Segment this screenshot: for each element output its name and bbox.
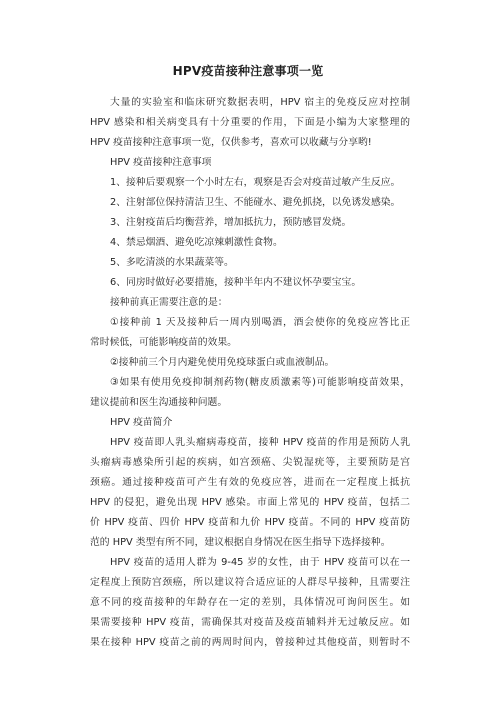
paragraph-line: HPV 感染和相关病变具有十分重要的作用，下面是小编为大家整理的 — [90, 117, 410, 128]
paragraph-line: HPV 的侵犯，避免出现 HPV 感染。市面上常见的 HPV 疫苗，包括二 — [90, 497, 410, 508]
paragraph-line: HPV 疫苗的适用人群为 9-45 岁的女性，由于 HPV 疫苗可以在一 — [110, 557, 410, 568]
paragraph-line: 建议提前和医生沟通接种问题。 — [90, 397, 228, 408]
paragraph-line: 意不同的疫苗接种的年龄存在一定的差别，具体情况可询问医生。如 — [90, 597, 410, 608]
document-body — [90, 93, 410, 653]
paragraph-line: 定程度上预防宫颈癌，所以建议符合适应证的人群尽早接种，且需要注 — [90, 577, 410, 588]
paragraph-line: 果在接种 HPV 疫苗之前的两周时间内，曾接种过其他疫苗，则暂时不 — [90, 637, 410, 648]
section-heading: HPV 疫苗接种注意事项 — [110, 157, 212, 168]
paragraph-line: 范的 HPV 类型有所不同，建议根据自身情况在医生指导下选择接种。 — [90, 537, 391, 548]
list-item: 2、注射部位保持清洁卫生、不能碰水、避免抓挠，以免诱发感染。 — [110, 197, 401, 208]
paragraph-line: ②接种前三个月内避免使用免疫球蛋白或血液制品。 — [110, 357, 335, 368]
paragraph-line: 果需要接种 HPV 疫苗，需确保其对疫苗及疫苗辅料并无过敏反应。如 — [90, 617, 410, 628]
list-item: 4、禁忌烟酒、避免吃凉辣刺激性食物。 — [110, 237, 283, 248]
paragraph-line: HPV 疫苗接种注意事项一览，仅供参考，喜欢可以收藏与分享哟! — [90, 137, 372, 148]
paragraph-line: 价 HPV 疫苗、四价 HPV 疫苗和九价 HPV 疫苗。不同的 HPV 疫苗防 — [90, 517, 410, 528]
document-title: HPV疫苗接种注意事项一览 — [172, 64, 324, 78]
paragraph-line: 大量的实验室和临床研究数据表明，HPV 宿主的免疫反应对控制 — [110, 97, 410, 108]
paragraph-line: 颈癌。通过接种疫苗可产生有效的免疫应答，进而在一定程度上抵抗 — [90, 477, 410, 488]
list-item: 1、接种后要观察一个小时左右，观察是否会对疫苗过敏产生反应。 — [110, 177, 401, 188]
list-item: 5、多吃清淡的水果蔬菜等。 — [110, 257, 234, 268]
paragraph-line: 接种前真正需要注意的是： — [110, 297, 228, 308]
paragraph-line: ①接种前 1 天及接种后一周内别喝酒，酒会使你的免疫应答比正 — [110, 317, 410, 328]
list-item: 6、同房时做好必要措施，接种半年内不建议怀孕要宝宝。 — [110, 277, 362, 288]
paragraph-line: ③如果有使用免疫抑制剂药物(糖皮质激素等)可能影响疫苗效果， — [110, 377, 410, 388]
list-item: 3、注射疫苗后均衡营养，增加抵抗力，预防感冒发烧。 — [110, 217, 352, 228]
paragraph-line: 常时候低，可能影响疫苗的效果。 — [90, 337, 237, 348]
paragraph-line: 头瘤病毒感染所引起的疾病，如宫颈癌、尖锐湿疣等，主要预防是宫 — [90, 457, 410, 468]
paragraph-line: HPV 疫苗即人乳头瘤病毒疫苗，接种 HPV 疫苗的作用是预防人乳 — [110, 437, 410, 448]
section-heading: HPV 疫苗简介 — [110, 417, 173, 428]
